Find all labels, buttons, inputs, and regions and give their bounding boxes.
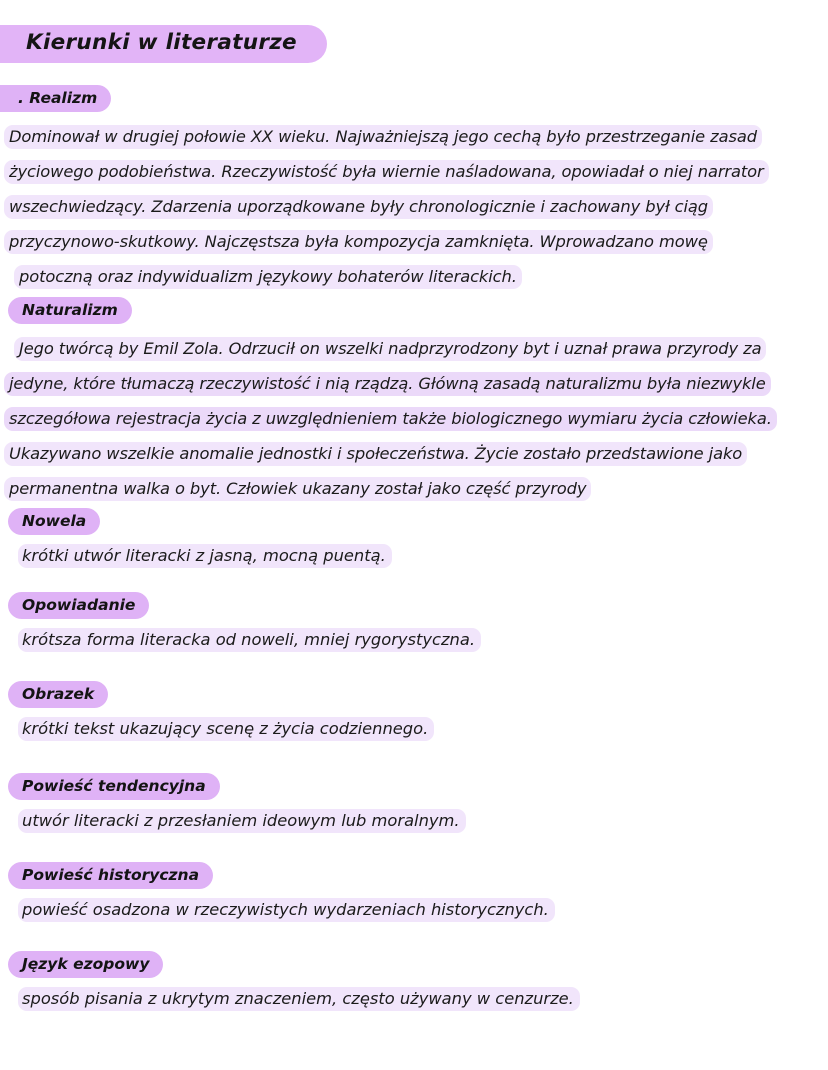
page-title [0, 25, 327, 63]
section-realizm [0, 85, 828, 294]
text-line [4, 224, 828, 259]
text-line-content: Jego twórcą by Emil Zola. Odrzucił on wszelki nadprzyrodzony byt i uznał prawa przyrody za [14, 337, 766, 361]
term-powiesc-historyczna [0, 862, 828, 925]
term-definition-text: krótki utwór literacki z jasną, mocną puentą. [18, 544, 392, 568]
term-definition [0, 895, 828, 925]
text-line [4, 154, 828, 189]
term-obrazek [0, 681, 828, 744]
term-definition-text: krótsza forma literacka od noweli, mniej rygorystyczna. [18, 628, 481, 652]
section-heading-wrap [0, 85, 828, 112]
term-definition-text: krótki tekst ukazujący scenę z życia codziennego. [18, 717, 434, 741]
term-definition [0, 541, 828, 571]
term-jezyk-ezopowy [0, 951, 828, 1014]
term-definition-text: utwór literacki z przesłaniem ideowym lub moralnym. [18, 809, 466, 833]
term-heading-wrap [0, 862, 828, 889]
text-line-content: wszechwiedzący. Zdarzenia uporządkowane były chronologicznie i zachowany był ciąg [4, 195, 713, 219]
term-definition-text: powieść osadzona w rzeczywistych wydarzeniach historycznych. [18, 898, 555, 922]
text-line-content: przyczynowo-skutkowy. Najczęstsza była kompozycja zamknięta. Wprowadzano mowę [4, 230, 713, 254]
term-heading-opowiadanie: Opowiadanie [8, 592, 149, 619]
term-nowela [0, 508, 828, 571]
term-heading-powiesc-tendencyjna: Powieść tendencyjna [8, 773, 220, 800]
text-line [4, 119, 828, 154]
term-definition [0, 806, 828, 836]
section-body-naturalizm [0, 331, 828, 506]
text-line [4, 366, 828, 401]
text-line-content: permanentna walka o byt. Człowiek ukazany został jako część przyrody [4, 477, 591, 501]
term-opowiadanie [0, 592, 828, 655]
page-title-text: Kierunki w literaturze [0, 25, 327, 63]
text-line [4, 471, 828, 506]
term-powiesc-tendencyjna [0, 773, 828, 836]
section-heading-wrap [0, 297, 828, 324]
term-definition [0, 625, 828, 655]
term-heading-nowela: Nowela [8, 508, 100, 535]
text-line-content: Dominował w drugiej połowie XX wieku. Najważniejszą jego cechą było przestrzeganie zasad [4, 125, 762, 149]
section-heading-realizm: . Realizm [0, 85, 111, 112]
text-line-content: Ukazywano wszelkie anomalie jednostki i społeczeństwa. Życie zostało przedstawione jako [4, 442, 747, 466]
term-heading-wrap [0, 681, 828, 708]
text-line [14, 331, 828, 366]
term-heading-jezyk-ezopowy: Język ezopowy [8, 951, 163, 978]
text-line-content: szczegółowa rejestracja życia z uwzględnieniem także biologicznego wymiaru życia człowieka. [4, 407, 777, 431]
section-naturalizm [0, 297, 828, 506]
text-line [4, 189, 828, 224]
text-line [4, 401, 828, 436]
text-line [14, 259, 828, 294]
term-definition-text: sposób pisania z ukrytym znaczeniem, często używany w cenzurze. [18, 987, 580, 1011]
text-line [4, 436, 828, 471]
term-definition [0, 714, 828, 744]
term-heading-wrap [0, 773, 828, 800]
term-definition [0, 984, 828, 1014]
text-line-content: życiowego podobieństwa. Rzeczywistość była wiernie naśladowana, opowiadał o niej narrator [4, 160, 769, 184]
term-heading-obrazek: Obrazek [8, 681, 108, 708]
section-heading-naturalizm: Naturalizm [8, 297, 132, 324]
term-heading-wrap [0, 508, 828, 535]
section-body-realizm [0, 119, 828, 294]
text-line-content: jedyne, które tłumaczą rzeczywistość i nią rządzą. Główną zasadą naturalizmu była niezwykle [4, 372, 771, 396]
term-heading-powiesc-historyczna: Powieść historyczna [8, 862, 213, 889]
text-line-content: potoczną oraz indywidualizm językowy bohaterów literackich. [14, 265, 522, 289]
term-heading-wrap [0, 592, 828, 619]
term-heading-wrap [0, 951, 828, 978]
